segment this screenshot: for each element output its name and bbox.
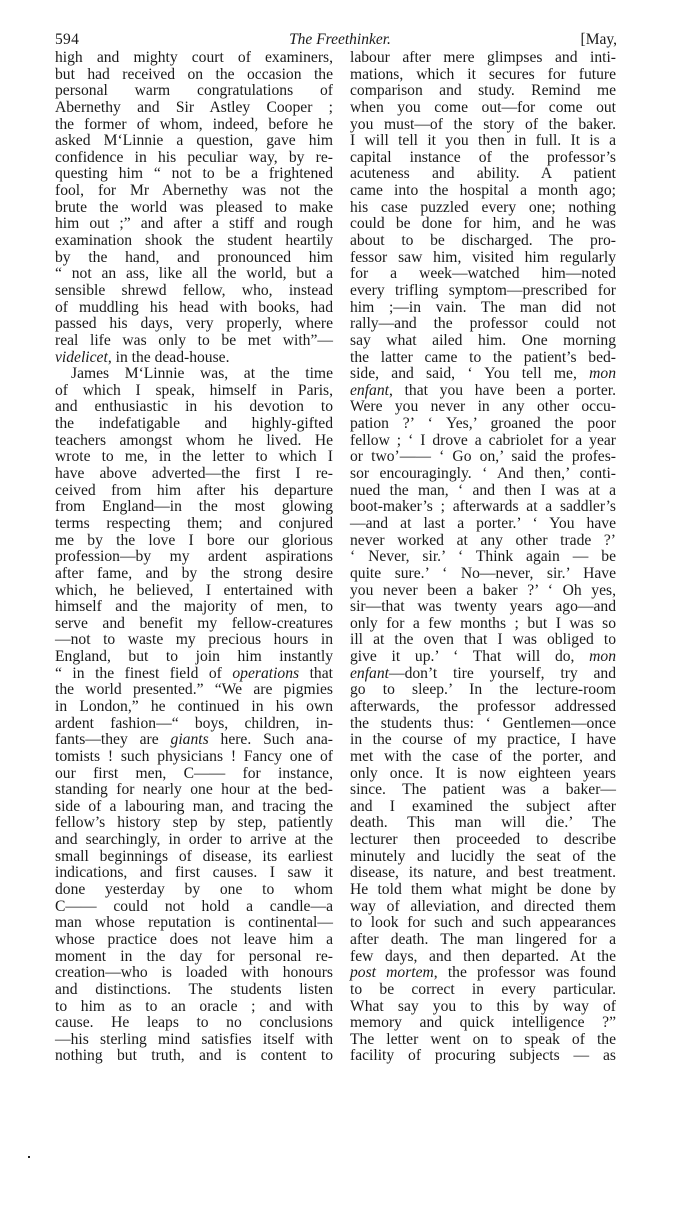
italic-text: operations (232, 664, 300, 682)
text-line: could be done for him, and he was (350, 215, 616, 233)
text-line: fellow’s history step by step, patiently (55, 814, 333, 832)
text-line: quite sure.’ ‘ No—never, sir.’ Have (350, 564, 616, 582)
text-line: tomists ! such physicians ! Fancy one of (55, 747, 333, 765)
text-line: questing him “ not to be a frightened (55, 165, 333, 183)
italic-text: enfant (350, 664, 389, 682)
text-line: “ not an ass, like all the world, but a (55, 265, 333, 283)
text-line: way of alleviation, and directed them (350, 897, 616, 915)
text-line: our first men, C—— for instance, (55, 764, 333, 782)
text-line: the former of whom, indeed, before he (55, 115, 333, 133)
text-line: sor encouragingly. ‘ And then,’ conti- (350, 465, 616, 483)
text-line: lecturer then proceeded to describe (350, 831, 616, 849)
italic-text: mon (589, 365, 616, 383)
text-line: —not to waste my precious hours in (55, 631, 333, 649)
text-line: pation ?’ ‘ Yes,’ groaned the poor (350, 415, 616, 433)
italic-text: enfant (350, 381, 389, 399)
text-line: him out ;” and after a stiff and rough (55, 215, 333, 233)
text-line: cause. He leaps to no conclusions (55, 1014, 333, 1032)
text-line: nued the man, ‘ and then I was at a (350, 481, 616, 499)
text-line: and searchingly, in order to arrive at the (55, 831, 333, 849)
text-line: the world presented.” “We are pigmies (55, 681, 333, 699)
text-line: C—— could not hold a candle—a (55, 897, 333, 915)
text-line: or two’—— ‘ Go on,’ said the profes- (350, 448, 616, 466)
text-line: comparison and study. Remind me (350, 82, 616, 100)
text-line: disease, its nature, and best treatment. (350, 864, 616, 882)
text-line: every trifling symptom—prescribed for (350, 281, 616, 299)
text-line: standing for nearly one hour at the bed- (55, 781, 333, 799)
text-line: wrote to me, in the letter to which I (55, 448, 333, 466)
text-line: He told them what might be done by (350, 881, 616, 899)
text-line: only for a few months ; but I was so (350, 614, 616, 632)
text-line: boot-maker’s ; afterwards at a saddler’s (350, 498, 616, 516)
text-line: “ in the finest field of operations that (55, 664, 333, 682)
text-line: sensible shrewd fellow, who, instead (55, 281, 333, 299)
text-line: himself and the majority of men, to (55, 598, 333, 616)
text-line: profession—by my ardent aspirations (55, 548, 333, 566)
text-line: fants—they are giants here. Such ana- (55, 731, 333, 749)
running-head (55, 31, 617, 51)
text-line: real life was only to be met with”— (55, 331, 333, 349)
text-line: few days, and then departed. At the (350, 947, 616, 965)
text-line: terms respecting them; and conjured (55, 514, 333, 532)
text-line: about to be discharged. The pro- (350, 232, 616, 250)
text-line: you must—of the story of the baker. (350, 115, 616, 133)
text-line: ‘ Never, sir.’ ‘ Think again — be (350, 548, 616, 566)
text-line: never worked at any other trade ?’ (350, 531, 616, 549)
text-line: enfant—don’t tire yourself, try and (350, 664, 616, 682)
text-line: passed his days, very properly, where (55, 315, 333, 333)
text-line: for a week—watched him—noted (350, 265, 616, 283)
page-number: 594 (55, 31, 80, 48)
text-line: the latter came to the patient’s bed- (350, 348, 616, 366)
text-line: the students thus: ‘ Gentlemen—once (350, 714, 616, 732)
italic-text: giants (170, 731, 209, 749)
text-line: creation—who is loaded with honours (55, 964, 333, 982)
text-line: him ;—in vain. The man did not (350, 298, 616, 316)
text-line: videlicet, in the dead-house. (55, 348, 230, 366)
text-line: capital instance of the professor’s (350, 148, 616, 166)
italic-text: videlicet (55, 348, 108, 366)
text-line: The letter went on to speak of the (350, 1030, 616, 1048)
text-line: —and at last a porter.’ ‘ You have (350, 514, 616, 532)
text-line: small beginnings of disease, its earliest (55, 847, 333, 865)
text-line: met with the case of the porter, and (350, 747, 616, 765)
text-line: Were you never in any other occu- (350, 398, 616, 416)
text-line: to him as to an oracle ; and with (55, 997, 333, 1015)
text-line: memory and quick intelligence ?” (350, 1014, 616, 1032)
text-line: death. This man will die.’ The (350, 814, 616, 832)
text-line: confidence in his peculiar way, by re- (55, 148, 333, 166)
text-line: only once. It is now eighteen years (350, 764, 616, 782)
scan-speck (28, 1156, 30, 1158)
text-line: by the hand, and pronounced him (55, 248, 333, 266)
text-line: minutely and lucidly the seat of the (350, 847, 616, 865)
text-line: go to sleep.’ In the lecture-room (350, 681, 616, 699)
text-line: What say you to this by way of (350, 997, 616, 1015)
text-line: from England—in the most glowing (55, 498, 333, 516)
text-line: but had received on the occasion the (55, 65, 333, 83)
text-line: the indefatigable and highly-gifted (55, 415, 333, 433)
text-line: have above adverted—the first I re- (55, 465, 333, 483)
text-line: whose practice does not leave him a (55, 930, 333, 948)
text-line: fool, for Mr Abernethy was not the (55, 182, 333, 200)
text-line: and I examined the subject after (350, 797, 616, 815)
text-line: and distinctions. The students listen (55, 980, 333, 998)
text-line: nothing but truth, and is content to (55, 1047, 333, 1065)
text-line: serve and benefit my fellow-creatures (55, 614, 333, 632)
text-line: ceived from him after his departure (55, 481, 333, 499)
text-line: I will tell it you then in full. It is a (350, 132, 616, 150)
text-line: moment in the day for personal re- (55, 947, 333, 965)
text-line: rally—and the professor could not (350, 315, 616, 333)
text-line: of which I speak, himself in Paris, (55, 381, 333, 399)
issue-month: [May, (580, 31, 617, 48)
text-line: which, he believed, I entertained with (55, 581, 333, 599)
text-line: since. The patient was a baker— (350, 781, 616, 799)
left-column (55, 50, 333, 1065)
text-line: asked M‘Linnie a question, gave him (55, 132, 333, 150)
text-line: teachers amongst whom he lived. He (55, 431, 333, 449)
text-line: examination shook the student heartily (55, 232, 333, 250)
text-line: me by the love I bore our glorious (55, 531, 333, 549)
text-line: after fame, and by the strong desire (55, 564, 333, 582)
text-line: indications, and first causes. I saw it (55, 864, 333, 882)
text-line: came into the hospital a month ago; (350, 182, 616, 200)
text-line: enfant, that you have been a porter. (350, 381, 616, 399)
text-line: and enthusiastic in his devotion to (55, 398, 333, 416)
text-line: side, and said, ‘ You tell me, mon (350, 365, 616, 383)
text-line: ill at the oven that I was obliged to (350, 631, 616, 649)
text-line: you never been a baker ?’ ‘ Oh yes, (350, 581, 616, 599)
text-line: brute the world was pleased to make (55, 198, 333, 216)
text-line: after death. The man lingered for a (350, 930, 616, 948)
text-line: side of a labouring man, and tracing the (55, 797, 333, 815)
text-line: England, but to join him instantly (55, 648, 333, 666)
text-line: in the course of my practice, I have (350, 731, 616, 749)
text-line: afterwards, the professor addressed (350, 697, 616, 715)
text-line: acuteness and ability. A patient (350, 165, 616, 183)
text-line: his case puzzled every one; nothing (350, 198, 616, 216)
text-line: mations, which it secures for future (350, 65, 616, 83)
text-line: ardent fashion—“ boys, children, in- (55, 714, 333, 732)
text-line: James M‘Linnie was, at the time (71, 365, 333, 383)
text-line: high and mighty court of examiners, (55, 49, 333, 66)
text-line: facility of procuring subjects — as (350, 1047, 616, 1065)
italic-text: mon (589, 648, 616, 666)
text-line: to look for such and such appearances (350, 914, 616, 932)
text-line: —his sterling mind satisfies itself with (55, 1030, 333, 1048)
text-line: say what ailed him. One morning (350, 331, 616, 349)
text-line: give it up.’ ‘ That will do, mon (350, 648, 616, 666)
text-line: done yesterday by one to whom (55, 881, 333, 899)
text-line: fessor saw him, visited him regularly (350, 248, 616, 266)
right-column (350, 50, 616, 1065)
text-line: labour after mere glimpses and inti- (350, 49, 616, 66)
text-line: post mortem, the professor was found (350, 964, 616, 982)
text-line: Abernethy and Sir Astley Cooper ; (55, 98, 333, 116)
text-line: of muddling his head with books, had (55, 298, 333, 316)
text-line: in London,” he continued in his own (55, 697, 333, 715)
text-line: man whose reputation is continental— (55, 914, 333, 932)
text-line: fellow ; ‘ I drove a cabriolet for a year (350, 431, 616, 449)
italic-text: post mortem (350, 964, 434, 982)
text-line: sir—that was twenty years ago—and (350, 598, 616, 616)
text-line: personal warm congratulations of (55, 82, 333, 100)
text-line: to be correct in every particular. (350, 980, 616, 998)
journal-title: The Freethinker. (289, 31, 391, 48)
text-line: when you come out—for come out (350, 98, 616, 116)
